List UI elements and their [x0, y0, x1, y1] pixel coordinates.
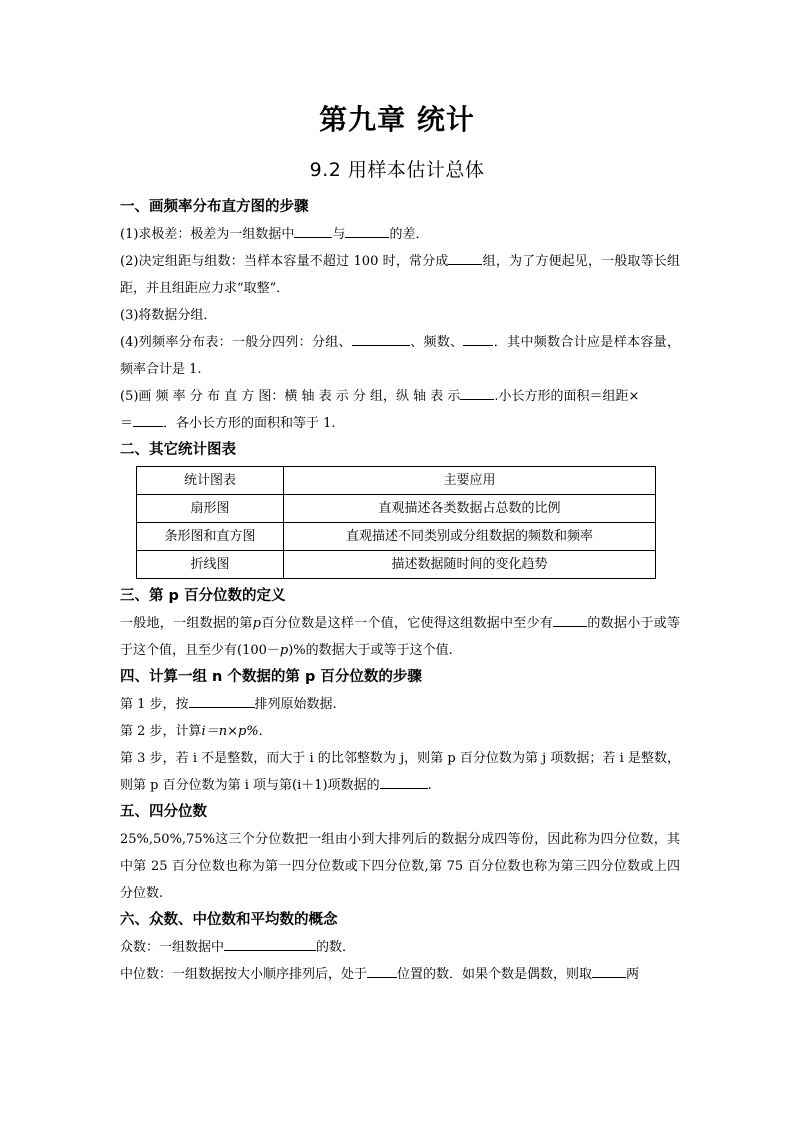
fill-blank[interactable] [294, 223, 332, 238]
fill-blank[interactable] [460, 385, 494, 400]
heading-1: 一、画频率分布直方图的步骤 [120, 199, 309, 215]
heading-2: 二、其它统计图表 [120, 442, 236, 458]
heading-6: 六、众数、中位数和平均数的概念 [120, 912, 338, 928]
step-range: (1)求极差：极差为一组数据中 与 的差． [120, 221, 680, 248]
table-cell: 扇形图 [137, 495, 284, 523]
fill-blank[interactable] [133, 412, 163, 427]
section-title: 9.2 用样本估计总体 [309, 159, 485, 181]
chapter-title: 第九章 统计 [319, 103, 475, 136]
fill-blank[interactable] [592, 963, 626, 978]
fill-blank[interactable] [380, 774, 428, 789]
fill-blank[interactable] [448, 250, 482, 265]
step-1: 第 1 步，按 排列原始数据. [120, 691, 680, 718]
quartile-text: 25%,50%,75%这三个分位数把一组由小到大排列后的数据分成四等份，因此称为四分位数，其中第 25 百分位数也称为第一四分位数或下四分位数,第 75 百分位数也称为第三四分位数或上四分位数. [120, 832, 680, 901]
table-row [137, 495, 656, 523]
chart-types-table [136, 466, 656, 579]
table-cell: 折线图 [137, 551, 284, 579]
fill-blank[interactable] [224, 936, 316, 951]
table-cell: 描述数据随时间的变化趋势 [284, 551, 656, 579]
median-definition: 中位数：一组数据按大小顺序排列后，处于 位置的数．如果个数是偶数，则取 两 [120, 961, 680, 988]
step-2: 第 2 步，计算i＝n×p%. [120, 724, 263, 739]
step-groups: (2)决定组距与组数：当样本容量不超过 100 时，常分成 组，为了方便起见，一般取等长组距，并且组距应力求“取整”． [120, 248, 680, 302]
table-header-row [137, 467, 656, 495]
table-cell: 条形图和直方图 [137, 523, 284, 551]
fill-blank[interactable] [367, 963, 397, 978]
fill-blank[interactable] [352, 331, 410, 346]
step-table: (4)列频率分布表：一般分四列：分组、 、频数、 ．其中频数合计应是样本容量，频率合计是 1. [120, 329, 680, 383]
heading-5: 五、四分位数 [120, 804, 207, 820]
table-header-cell: 统计图表 [137, 467, 284, 495]
table-cell: 直观描述各类数据占总数的比例 [284, 495, 656, 523]
fill-blank[interactable] [463, 331, 493, 346]
step-divide: (3)将数据分组． [120, 308, 217, 323]
fill-blank[interactable] [345, 223, 389, 238]
table-row [137, 523, 656, 551]
mode-definition: 众数：一组数据中 的数． [120, 934, 680, 961]
step-histogram: (5)画 频 率 分 布 直 方 图：横 轴 表 示 分 组，纵 轴 表 示 .小长方形的面积＝组距× ＝ ．各小长方形的面积和等于 1. [120, 383, 680, 437]
fill-blank[interactable] [189, 693, 255, 708]
table-header-cell: 主要应用 [284, 467, 656, 495]
step-3: 第 3 步，若 i 不是整数，而大于 i 的比邻整数为 j，则第 p 百分位数为第 j 项数据；若 i 是整数，则第 p 百分位数为第 i 项与第(i＋1)项数据的 . [120, 751, 680, 793]
document-body [120, 194, 680, 988]
heading-4: 四、计算一组 n 个数据的第 p 百分位数的步骤 [120, 669, 422, 685]
table-cell: 直观描述不同类别或分组数据的频数和频率 [284, 523, 656, 551]
fill-blank[interactable] [553, 612, 587, 627]
heading-3: 三、第 p 百分位数的定义 [120, 588, 286, 604]
table-row [137, 551, 656, 579]
percentile-definition: 一般地，一组数据的第p百分位数是这样一个值，它使得这组数据中至少有 的数据小于或等于这个值，且至少有(100－p)%的数据大于或等于这个值. [120, 610, 680, 664]
